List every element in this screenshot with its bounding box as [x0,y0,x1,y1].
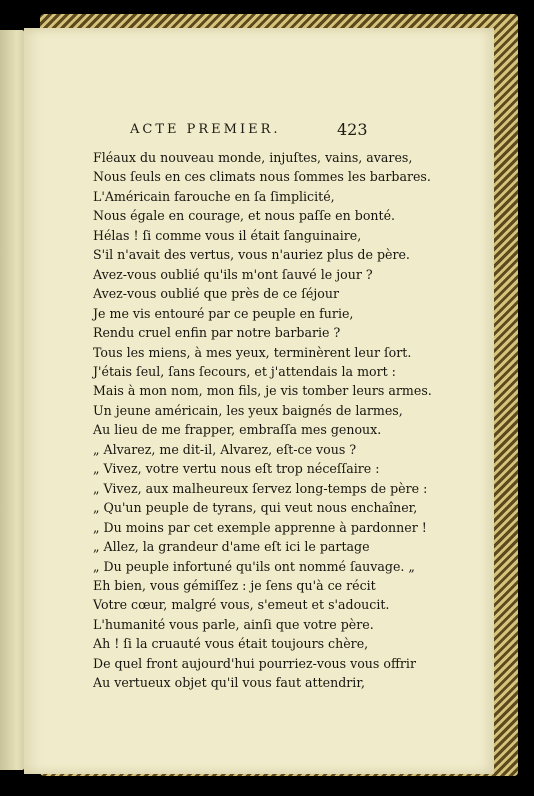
verse-line: Ah ! ſi la cruauté vous était toujours chère, [93,636,369,652]
verse-line: „ Du moins par cet exemple apprenne à pardonner ! [93,519,427,535]
verse-line: Fléaux du nouveau monde, injuſtes, vains, avares, [93,150,413,165]
verse-line: „ Vivez, aux malheureux ſervez long-temps de père : [93,480,428,496]
verse-line: J'étais ſeul, ſans ſecours, et j'attendais la mort : [93,363,396,379]
verse-line: Rendu cruel enfin par notre barbarie ? [93,325,341,341]
verse-line: Hélas ! ſi comme vous il était ſanguinaire, [93,227,362,243]
verse-line: L'Américain farouche en ſa ſimplicité, [93,188,335,204]
verse-line: „ Qu'un peuple de tyrans, qui veut nous enchaîner, [93,500,418,516]
verse-line: „ Allez, la grandeur d'ame eſt ici le partage [93,539,370,555]
verse-block [93,148,432,693]
verse-line: L'humanité vous parle, ainſi que votre père. [93,616,374,632]
page-number: 423 [337,120,368,139]
verse-line: Nous ſeuls en ces climats nous ſommes les barbares. [93,169,431,185]
verse-line: S'il n'avait des vertus, vous n'auriez plus de père. [93,247,410,263]
verse-line: Nous égale en courage, et nous paſſe en bonté. [93,208,396,224]
verse-line: „ Du peuple infortuné qu'ils ont nommé ſauvage. „ [93,558,415,574]
verse-line: „ Vivez, votre vertu nous eſt trop néceſſaire : [93,461,380,477]
verse-line: Je me vis entouré par ce peuple en furie, [93,305,354,321]
verse-line: Au lieu de me frapper, embraſſa mes genoux. [93,422,382,438]
running-title: ACTE PREMIER. [130,122,281,137]
page-header [130,120,474,140]
verse-line: Tous les miens, à mes yeux, terminèrent leur ſort. [93,344,412,360]
verse-line: Votre cœur, malgré vous, s'emeut et s'adoucit. [93,597,390,613]
verse-line: „ Alvarez, me dit-il, Alvarez, eſt-ce vous ? [93,441,357,457]
verse-line: Mais à mon nom, mon fils, je vis tomber leurs armes. [93,383,432,399]
verse-line: Avez-vous oublié qu'ils m'ont ſauvé le jour ? [93,266,373,282]
verse-line: Au vertueux objet qu'il vous faut attendrir, [93,675,365,691]
verse-line: Un jeune américain, les yeux baignés de larmes, [93,402,403,418]
verse-line: De quel front aujourd'hui pourriez-vous vous offrir [93,655,416,671]
verse-line: Avez-vous oublié que près de ce ſéjour [93,286,339,302]
facing-page-edge [0,30,24,770]
verse-line: Eh bien, vous gémiſſez : je ſens qu'à ce récit [93,577,376,593]
